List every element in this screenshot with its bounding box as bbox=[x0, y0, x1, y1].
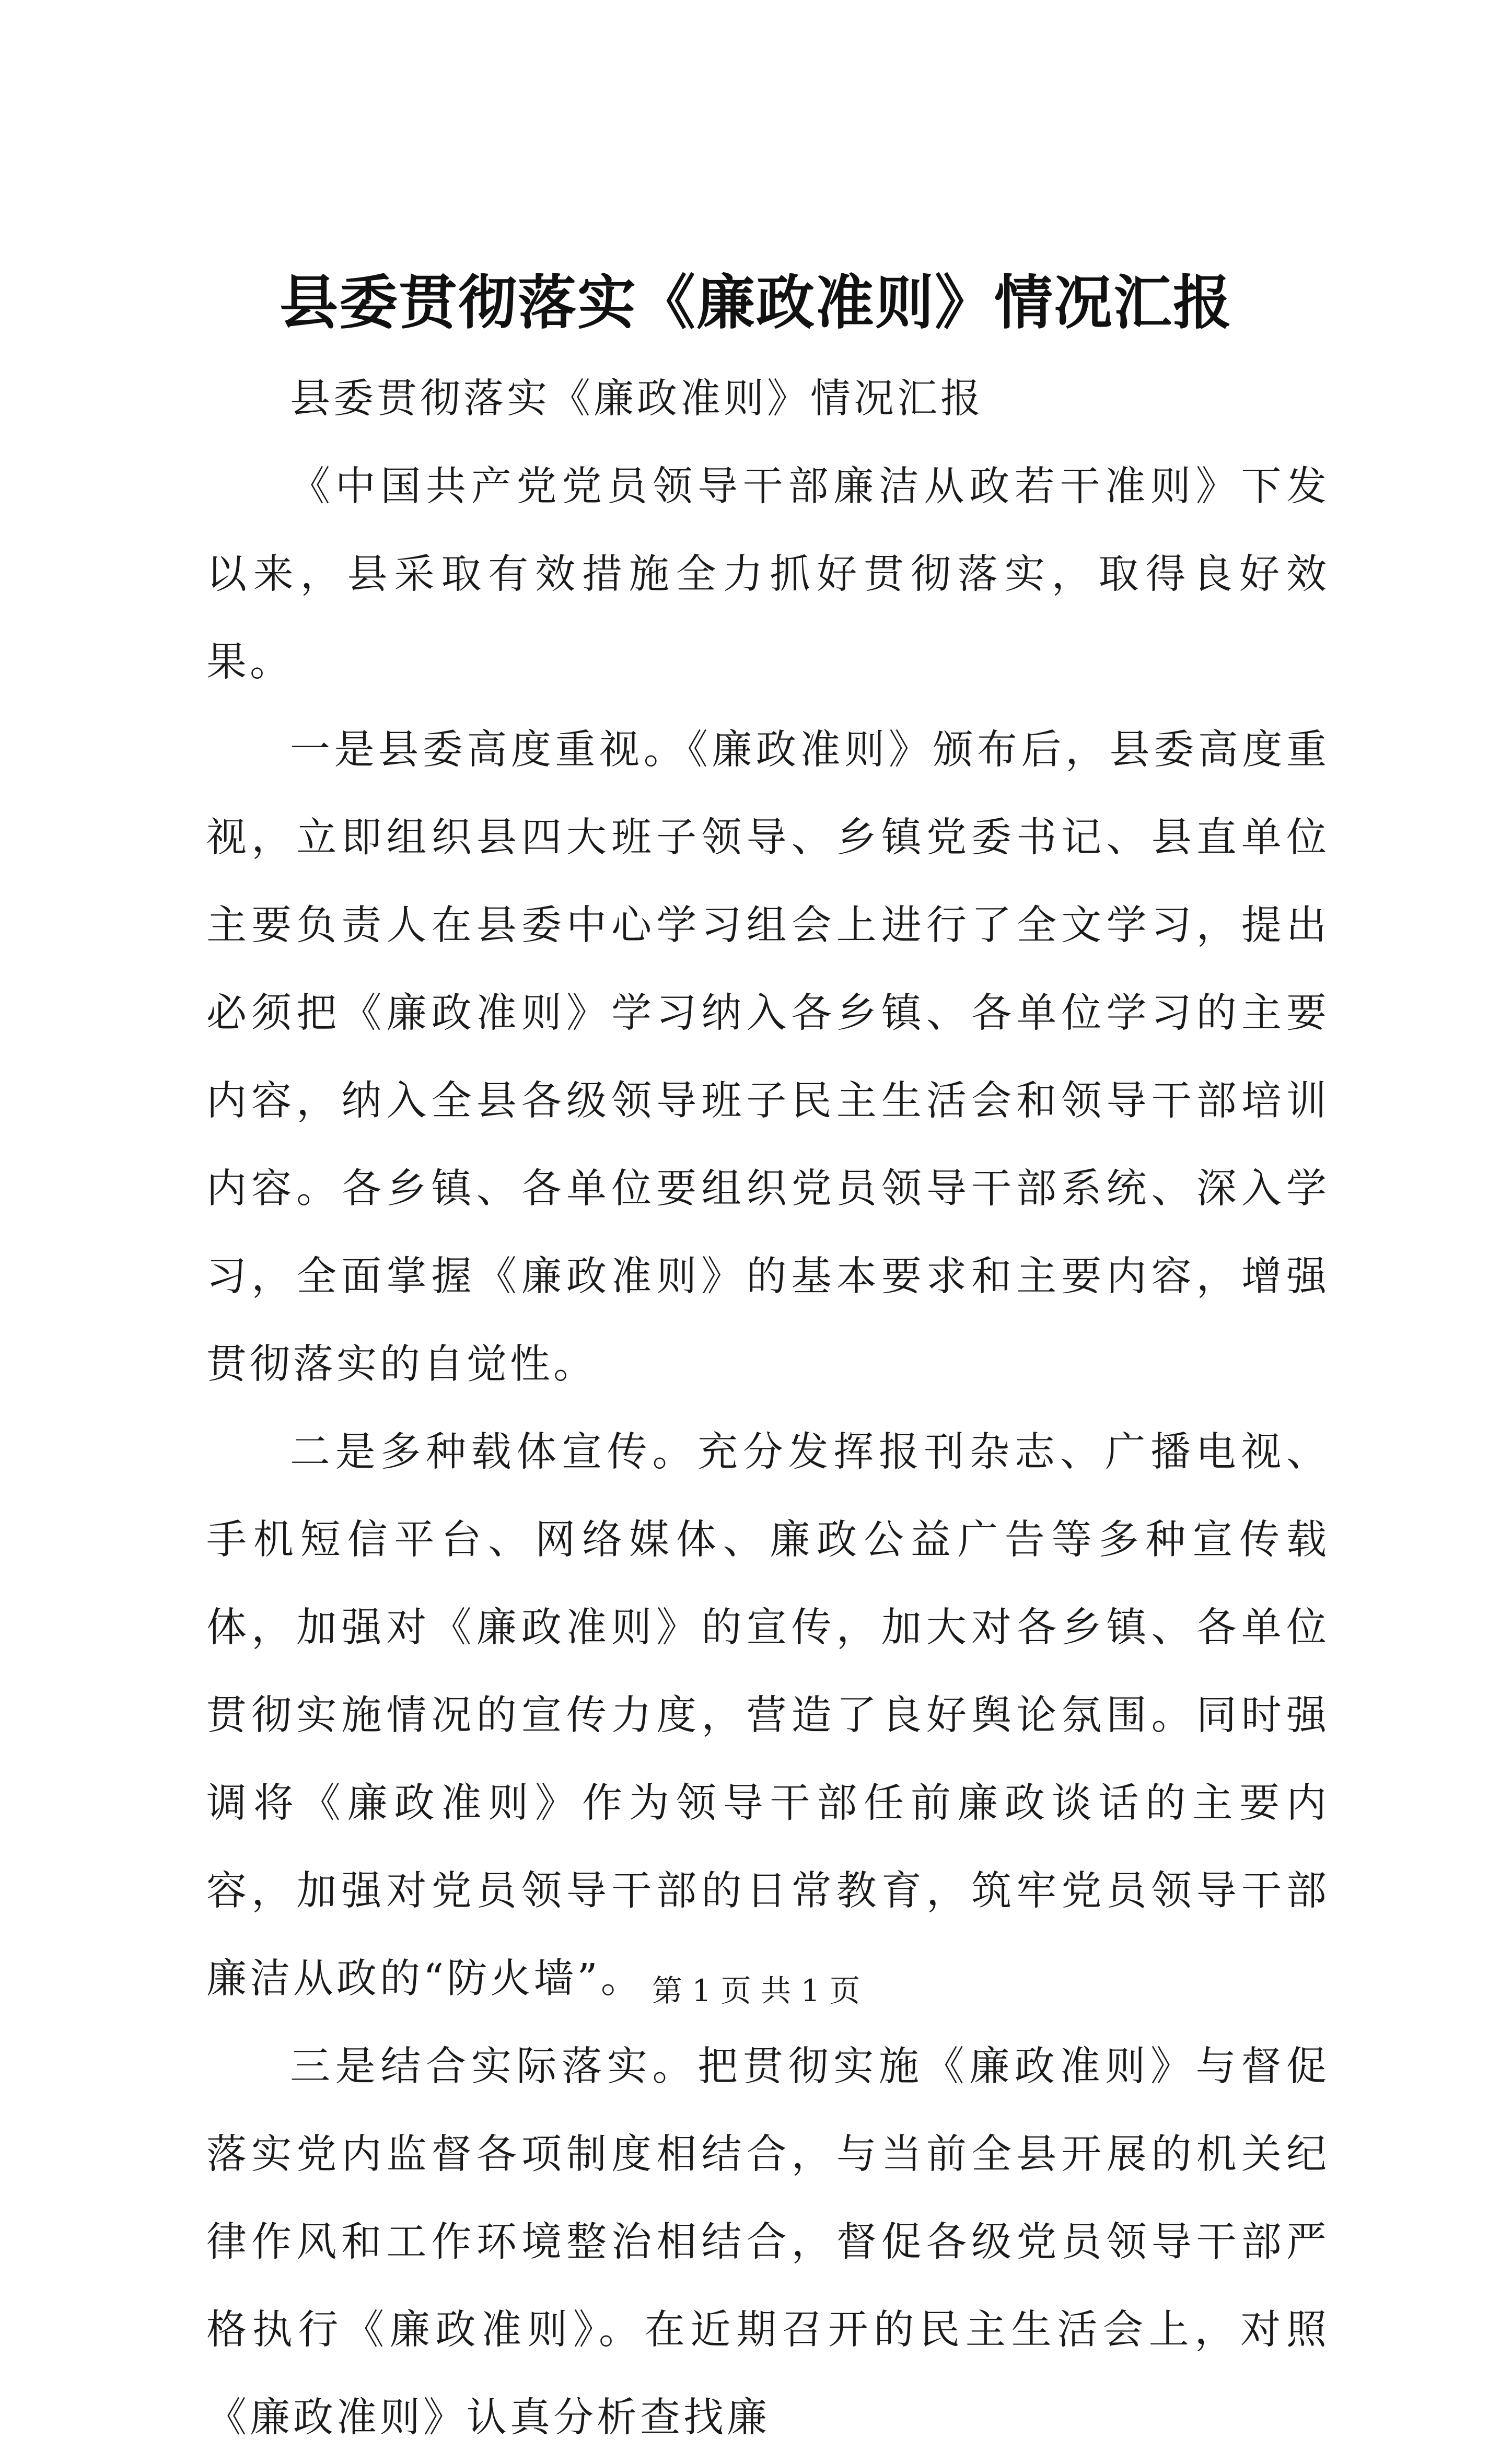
page-footer: 第 1 页 共 1 页 bbox=[652, 1973, 860, 2008]
document-title: 县委贯彻落实《廉政准则》情况汇报 bbox=[280, 269, 1232, 337]
paragraph-point-one: 一是县委高度重视。《廉政准则》颁布后，县委高度重视，立即组织县四大班子领导、乡镇党委书记、县直单位主要负责人在县委中心学习组会上进行了全文学习，提出必须把《廉政准则》学习纳入各乡镇、各单位学习的主要内容，纳入全县各级领导班子民主生活会和领导干部培训内容。各乡镇、各单位要组织党员领导干部系统、深入学习，全面掌握《廉政准则》的基本要求和主要内容，增强贯彻落实的自觉性。 bbox=[206, 727, 1330, 1388]
paragraph-subtitle: 县委贯彻落实《廉政准则》情况汇报 bbox=[290, 376, 984, 422]
paragraph-point-three: 三是结合实际落实。把贯彻实施《廉政准则》与督促落实党内监督各项制度相结合，与当前全县开展的机关纪律作风和工作环境整治相结合，督促各级党员领导干部严格执行《廉政准则》。在近期召开的民主生活会上，对照《廉政准则》认真分析查找廉 bbox=[206, 2043, 1330, 2441]
paragraph-intro: 《中国共产党党员领导干部廉洁从政若干准则》下发以来，县采取有效措施全力抓好贯彻落实，取得良好效果。 bbox=[206, 463, 1330, 686]
paragraph-point-two: 二是多种载体宣传。充分发挥报刊杂志、广播电视、手机短信平台、网络媒体、廉政公益广告等多种宣传载体，加强对《廉政准则》的宣传，加大对各乡镇、各单位贯彻实施情况的宣传力度，营造了良好舆论氛围。同时强调将《廉政准则》作为领导干部任前廉政谈话的主要内容，加强对党员领导干部的日常教育，筑牢党员领导干部廉洁从政的“防火墙”。 bbox=[206, 1429, 1330, 2002]
document-body bbox=[206, 355, 1330, 2462]
